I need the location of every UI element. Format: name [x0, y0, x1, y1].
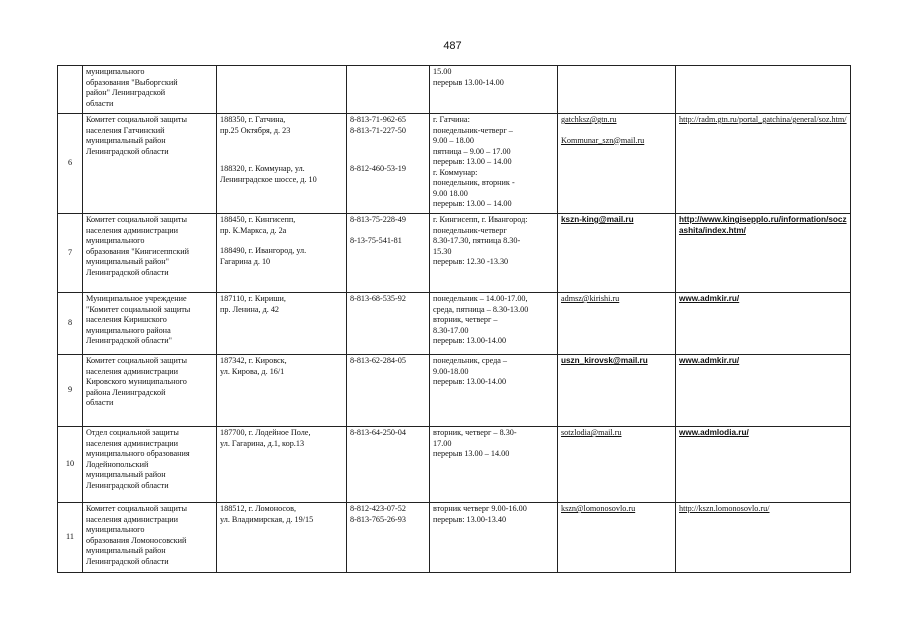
address-cell — [217, 293, 347, 355]
email-link[interactable]: gatchksz@gtn.ru — [561, 115, 617, 124]
email-cell — [558, 214, 676, 293]
phone-cell — [347, 114, 430, 214]
table-row — [58, 114, 851, 214]
email-link-secondary[interactable]: Kommunar_szn@mail.ru — [561, 135, 645, 145]
phone-primary: 8-812-423-07-52 8-813-765-26-93 — [350, 504, 406, 524]
website-cell — [676, 355, 851, 427]
row-number: 10 — [58, 427, 83, 503]
website-cell — [676, 114, 851, 214]
table-row — [58, 503, 851, 573]
page-number: 487 — [443, 40, 462, 52]
working-hours-cell: понедельник – 14.00-17.00, среда, пятница – 8.30-13.00 вторник, четверг – 8.30-17.00 перерыв: 13.00-14.00 — [430, 293, 558, 355]
phone-cell — [347, 503, 430, 573]
website-link[interactable]: http://www.kingiseppIo.ru/information/soczashita/index.htm/ — [679, 215, 847, 235]
website-link[interactable]: www.admkir.ru/ — [679, 294, 740, 303]
address-primary: 188512, г. Ломоносов, ул. Владимирская, д. 19/15 — [220, 504, 314, 524]
table-row — [58, 293, 851, 355]
email-link[interactable]: kszn-king@mail.ru — [561, 215, 634, 224]
address-primary: 187342, г. Кировск, ул. Кирова, д. 16/1 — [220, 356, 287, 376]
row-number — [58, 66, 83, 114]
row-number: 9 — [58, 355, 83, 427]
website-link[interactable]: www.admkir.ru/ — [679, 356, 740, 365]
social-protection-table — [57, 65, 851, 573]
working-hours-cell: 15.00 перерыв 13.00-14.00 — [430, 66, 558, 114]
website-link[interactable]: http://radm.gtn.ru/portal_gatchina/general/soz.htm/ — [679, 115, 847, 124]
working-hours-cell: вторник, четверг – 8.30- 17.00 перерыв 13.00 – 14.00 — [430, 427, 558, 503]
email-link[interactable]: sotzlodia@mail.ru — [561, 428, 622, 437]
email-cell — [558, 66, 676, 114]
address-primary: 187700, г. Лодейное Поле, ул. Гагарина, д.1, кор.13 — [220, 428, 311, 448]
email-cell — [558, 503, 676, 573]
website-link[interactable]: http://kszn.lomonosovlo.ru/ — [679, 504, 770, 513]
website-cell — [676, 66, 851, 114]
phone-primary: 8-813-68-535-92 — [350, 294, 406, 303]
website-cell — [676, 427, 851, 503]
website-cell — [676, 214, 851, 293]
phone-cell — [347, 66, 430, 114]
website-link[interactable]: www.admlodia.ru/ — [679, 428, 749, 437]
row-number: 8 — [58, 293, 83, 355]
address-cell — [217, 66, 347, 114]
email-link[interactable]: kszn@lomonosovlo.ru — [561, 504, 636, 513]
phone-cell — [347, 214, 430, 293]
organization-cell: Комитет социальной защиты населения администрации муниципального образования "Кингисеппский муниципальный район" Ленинградской области — [83, 214, 217, 293]
website-cell — [676, 503, 851, 573]
table-row — [58, 214, 851, 293]
address-primary: 187110, г. Кириши, пр. Ленина, д. 42 — [220, 294, 286, 314]
email-cell — [558, 355, 676, 427]
working-hours-cell: г. Гатчина: понедельник-четверг – 9.00 – 18.00 пятница – 9.00 – 17.00 перерыв: 13.00 – 14.00 г. Коммунар: понедельник, вторник - 9.00 18.00 перерыв: 13.00 – 14.00 — [430, 114, 558, 214]
table-body — [58, 66, 851, 573]
address-cell — [217, 214, 347, 293]
organization-cell: Комитет социальной защиты населения Гатчинский муниципальный район Ленинградской области — [83, 114, 217, 214]
email-cell — [558, 114, 676, 214]
address-cell — [217, 355, 347, 427]
address-primary: 188450, г. Кингисепп, пр. К.Маркса, д. 2а — [220, 215, 296, 235]
row-number: 11 — [58, 503, 83, 573]
website-cell — [676, 293, 851, 355]
email-cell — [558, 293, 676, 355]
working-hours-cell: понедельник, среда – 9.00-18.00 перерыв: 13.00-14.00 — [430, 355, 558, 427]
email-link[interactable]: uszn_kirovsk@mail.ru — [561, 356, 648, 365]
address-cell — [217, 427, 347, 503]
address-cell — [217, 114, 347, 214]
phone-cell — [347, 427, 430, 503]
table-row — [58, 66, 851, 114]
organization-cell: Комитет социальной защиты населения администрации Кировского муниципального района Ленинградской области — [83, 355, 217, 427]
phone-primary: 8-813-64-250-04 — [350, 428, 406, 437]
address-secondary: 188320, г. Коммунар, ул. Ленинградское шоссе, д. 10 — [220, 164, 317, 184]
working-hours-cell: г. Кингисепп, г. Ивангород: понедельник-четверг 8.30-17.30, пятница 8.30- 15.30 перерыв: 12.30 -13.30 — [430, 214, 558, 293]
row-number: 6 — [58, 114, 83, 214]
address-primary: 188350, г. Гатчина, пр.25 Октября, д. 23 — [220, 115, 291, 135]
phone-cell — [347, 293, 430, 355]
phone-secondary: 8-13-75-541-81 — [350, 235, 402, 245]
table-row — [58, 427, 851, 503]
phone-cell — [347, 355, 430, 427]
working-hours-cell: вторник четверг 9.00-16.00 перерыв: 13.00-13.40 — [430, 503, 558, 573]
organization-cell: Муниципальное учреждение "Комитет социальной защиты населения Киришского муниципального района Ленинградской области" — [83, 293, 217, 355]
phone-secondary: 8-812-460-53-19 — [350, 164, 406, 173]
phone-primary: 8-813-75-228-49 — [350, 215, 406, 224]
email-link[interactable]: admsz@kirishi.ru — [561, 294, 620, 303]
organization-cell: Отдел социальной защиты населения администрации муниципального образования Лодейнопольский муниципальный район Ленинградской области — [83, 427, 217, 503]
organization-cell: муниципального образования "Выборгский район" Ленинградской области — [83, 66, 217, 114]
phone-primary: 8-813-62-284-05 — [350, 356, 406, 365]
row-number: 7 — [58, 214, 83, 293]
organization-cell: Комитет социальной защиты населения администрации муниципального образования Ломоносовский муниципальный район Ленинградской области — [83, 503, 217, 573]
email-cell — [558, 427, 676, 503]
phone-primary: 8-813-71-962-65 8-813-71-227-50 — [350, 115, 406, 135]
address-secondary: 188490, г. Ивангород, ул. Гагарина д. 10 — [220, 246, 307, 266]
address-cell — [217, 503, 347, 573]
table-row — [58, 355, 851, 427]
